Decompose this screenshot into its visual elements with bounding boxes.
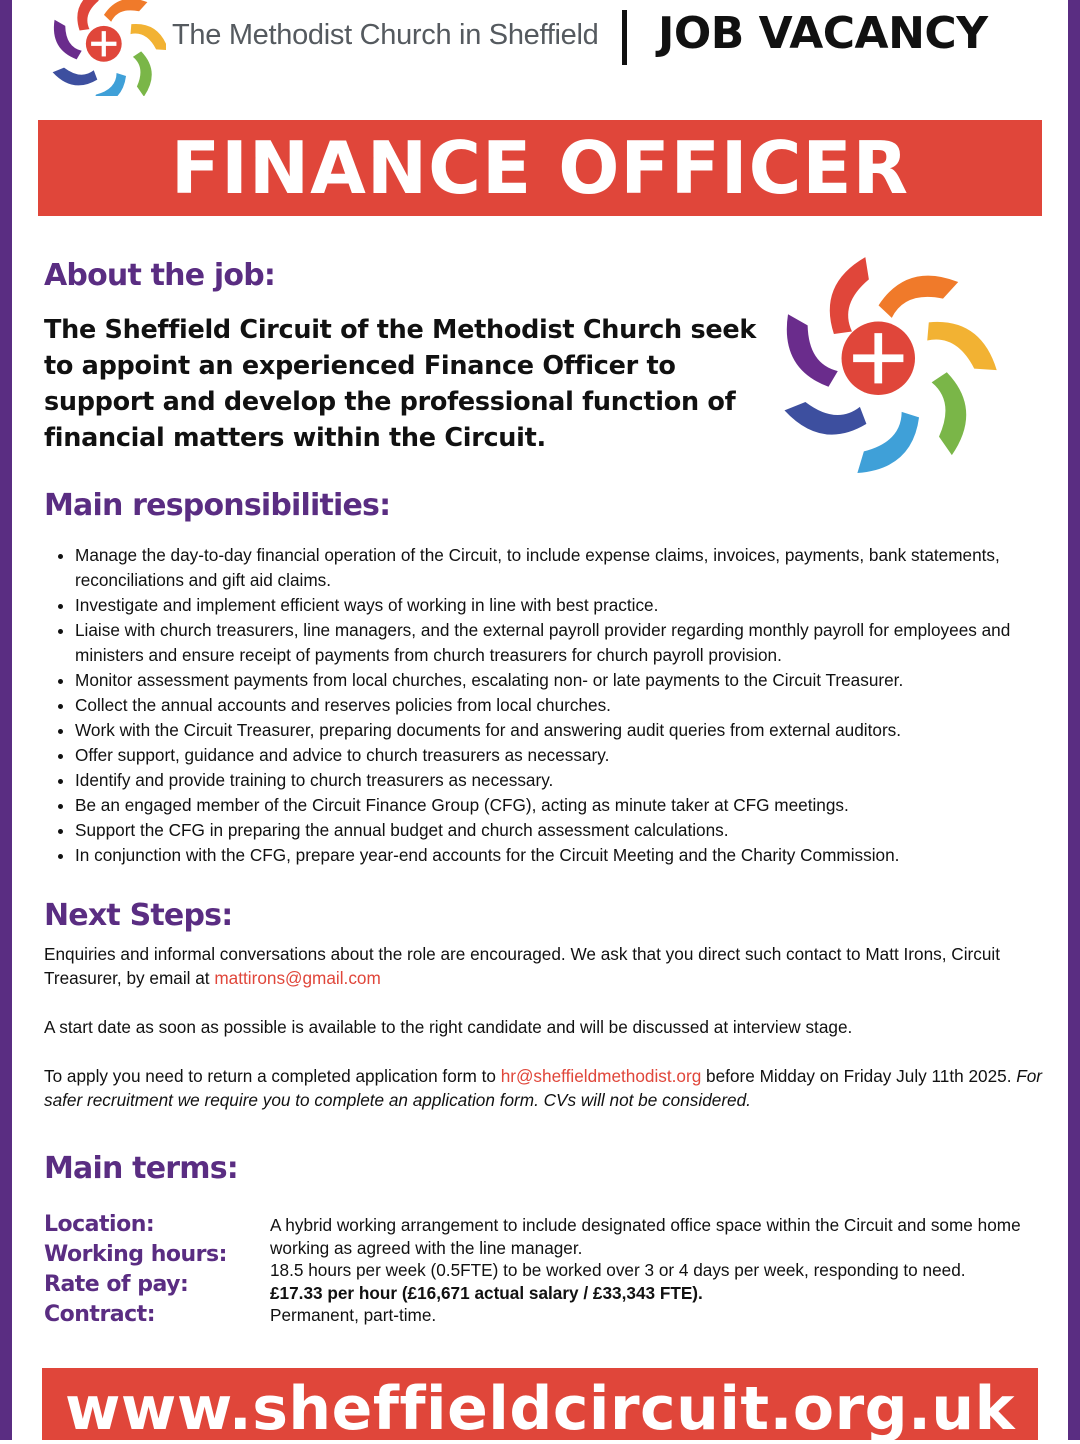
- website-banner: [42, 1368, 1038, 1444]
- website-url-link[interactable]: www.sheffieldcircuit.org.uk: [64, 1374, 1016, 1444]
- logo-petal: [120, 49, 161, 96]
- logo-petal: [786, 313, 838, 388]
- logo-petal: [908, 368, 984, 456]
- rate-of-pay-value: £17.33 per hour (£16,671 actual salary / £33,343 FTE).: [270, 1282, 703, 1303]
- list-item: • Identify and provide training to church treasurers as necessary.: [75, 768, 1075, 793]
- working-hours-label: Working hours:: [44, 1242, 227, 1267]
- list-item: • Support the CFG in preparing the annual budget and church assessment calculations.: [75, 818, 1075, 843]
- list-item: • Monitor assessment payments from local churches, escalating non- or late payments to the Circuit Treasurer.: [75, 668, 1075, 693]
- about-heading: About the job:: [44, 258, 276, 293]
- logo-petal: [920, 304, 998, 392]
- logo-petal: [54, 19, 82, 60]
- main-terms-heading: Main terms:: [44, 1151, 238, 1186]
- list-item: • Manage the day-to-day financial operation of the Circuit, to include expense claims, invoices, payments, bank statements, reconciliations and gift aid claims.: [75, 543, 1075, 593]
- list-item: • Liaise with church treasurers, line managers, and the external payroll provider regarding monthly payroll for employees and ministers and ensure receipt of payments from church treasurers for church payroll provision.: [75, 618, 1075, 668]
- contract-value: Permanent, part-time.: [270, 1305, 437, 1325]
- rate-of-pay-label: Rate of pay:: [44, 1272, 189, 1297]
- logo-petal: [127, 14, 166, 62]
- header-divider: [622, 10, 627, 65]
- contract-label: Contract:: [44, 1302, 155, 1327]
- org-name: The Methodist Church in Sheffield: [172, 19, 599, 51]
- hr-email-link[interactable]: hr@sheffieldmethodist.org: [500, 1066, 702, 1086]
- apply-paragraph: [44, 1064, 1044, 1112]
- job-title: FINANCE OFFICER: [170, 126, 910, 210]
- responsibilities-list: [44, 543, 1075, 868]
- list-item: • In conjunction with the CFG, prepare year-end accounts for the Circuit Meeting and the Charity Commission.: [75, 843, 1075, 868]
- contact-email-link[interactable]: mattirons@gmail.com: [214, 968, 381, 988]
- apply-deadline-text: before Midday on Friday July 11th 2025.: [701, 1066, 1017, 1086]
- job-vacancy-label: JOB VACANCY: [658, 8, 988, 59]
- methodist-logo-large-icon: [770, 250, 1002, 482]
- terms-values: [270, 1214, 1050, 1327]
- working-hours-value: 18.5 hours per week (0.5FTE) to be worked over 3 or 4 days per week, responding to need.: [270, 1260, 966, 1280]
- location-value: A hybrid working arrangement to include designated office space within the Circuit and some home working as agreed with the line manager.: [270, 1215, 1021, 1258]
- terms-labels: [44, 1210, 227, 1330]
- list-item: • Collect the annual accounts and reserves policies from local churches.: [75, 693, 1075, 718]
- list-item: • Be an engaged member of the Circuit Finance Group (CFG), acting as minute taker at CFG meetings.: [75, 793, 1075, 818]
- enquiries-paragraph: [44, 942, 1044, 990]
- safer-recruitment-note: For safer recruitment we require you to complete an application form. CVs will not be considered.: [44, 1066, 1043, 1110]
- list-item: • Investigate and implement efficient ways of working in line with best practice.: [75, 593, 1075, 618]
- enquiries-text: Enquiries and informal conversations about the role are encouraged. We ask that you direct such contact to Matt Irons, Circuit Treasurer, by email at: [44, 944, 1000, 988]
- apply-text: To apply you need to return a completed application form to: [44, 1066, 501, 1086]
- left-border: [0, 0, 12, 1440]
- title-banner: [38, 120, 1042, 216]
- list-item: • Work with the Circuit Treasurer, preparing documents for and answering audit queries from external auditors.: [75, 718, 1075, 743]
- logo-petal: [103, 0, 148, 28]
- about-text: The Sheffield Circuit of the Methodist Church seek to appoint an experienced Finance Officer to support and develop the professional function of financial matters within the Circuit.: [44, 315, 756, 453]
- list-item: • Offer support, guidance and advice to church treasurers as necessary.: [75, 743, 1075, 768]
- next-steps-heading: Next Steps:: [44, 898, 233, 933]
- logo-petal: [877, 266, 959, 330]
- start-date-paragraph: A start date as soon as possible is available to the right candidate and will be discussed at interview stage.: [44, 1017, 853, 1037]
- methodist-logo-icon: [50, 0, 166, 96]
- location-label: Location:: [44, 1212, 155, 1237]
- responsibilities-heading: Main responsibilities:: [44, 488, 391, 523]
